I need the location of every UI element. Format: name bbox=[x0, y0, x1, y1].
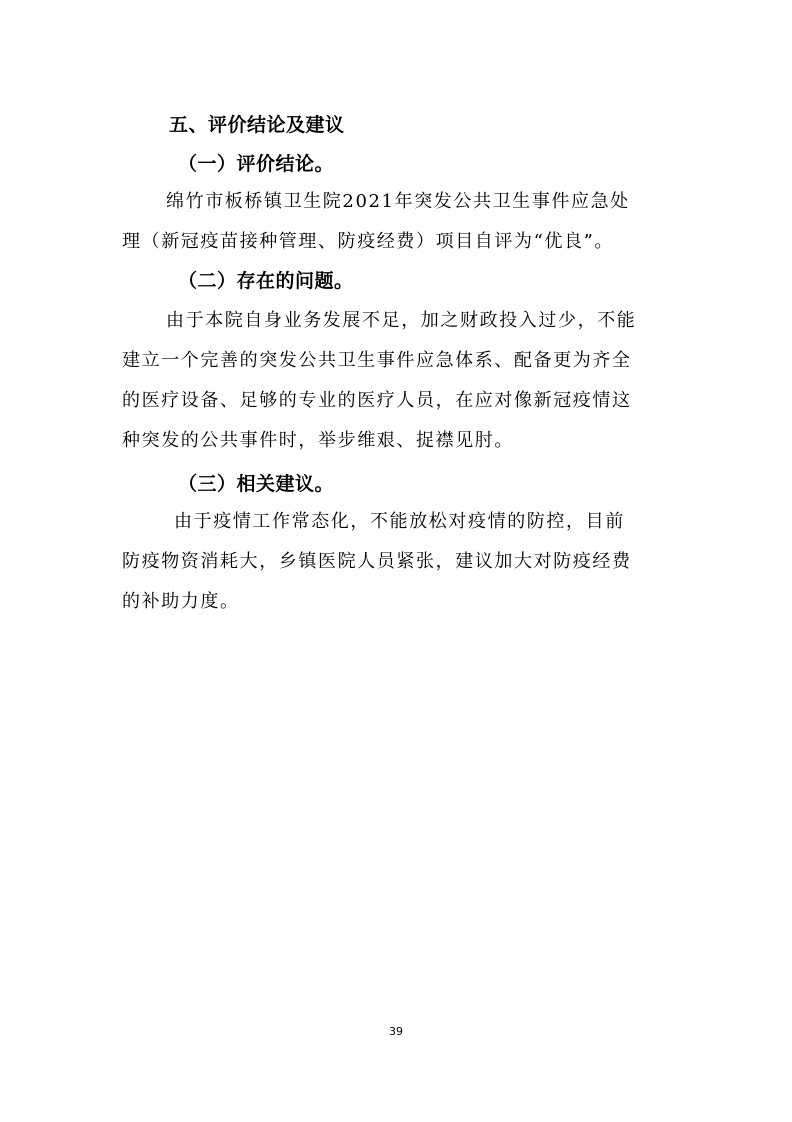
paragraph-line: 种突发的公共事件时，举步维艰、捉襟见肘。 bbox=[122, 430, 514, 451]
subsection-title-suggestions: （三）相关建议。 bbox=[178, 473, 335, 495]
subsection-title-problems: （二）存在的问题。 bbox=[178, 270, 354, 292]
paragraph-line: 的医疗设备、足够的专业的医疗人员，在应对像新冠疫情这 bbox=[122, 390, 632, 411]
subsection-title-conclusion: （一）评价结论。 bbox=[178, 153, 335, 175]
paragraph-conclusion bbox=[122, 182, 674, 262]
paragraph-line: 由于疫情工作常态化，不能放松对疫情的防控，目前 bbox=[174, 511, 625, 532]
page-number: 39 bbox=[389, 1025, 403, 1038]
paragraph-line: 建立一个完善的突发公共卫生事件应急体系、配备更为齐全 bbox=[122, 350, 632, 371]
paragraph-problems bbox=[122, 301, 674, 461]
paragraph-line: 的补助力度。 bbox=[122, 591, 240, 612]
paragraph-line: 理（新冠疫苗接种管理、防疫经费）项目自评为“优良”。 bbox=[122, 231, 615, 252]
paragraph-line: 防疫物资消耗大，乡镇医院人员紧张，建议加大对防疫经费 bbox=[122, 551, 632, 572]
paragraph-suggestions bbox=[122, 502, 674, 622]
section-title: 五、评价结论及建议 bbox=[169, 114, 345, 136]
paragraph-line: 绵竹市板桥镇卫生院2021年突发公共卫生事件应急处 bbox=[166, 191, 630, 212]
paragraph-line: 由于本院自身业务发展不足，加之财政投入过少，不能 bbox=[166, 310, 637, 331]
